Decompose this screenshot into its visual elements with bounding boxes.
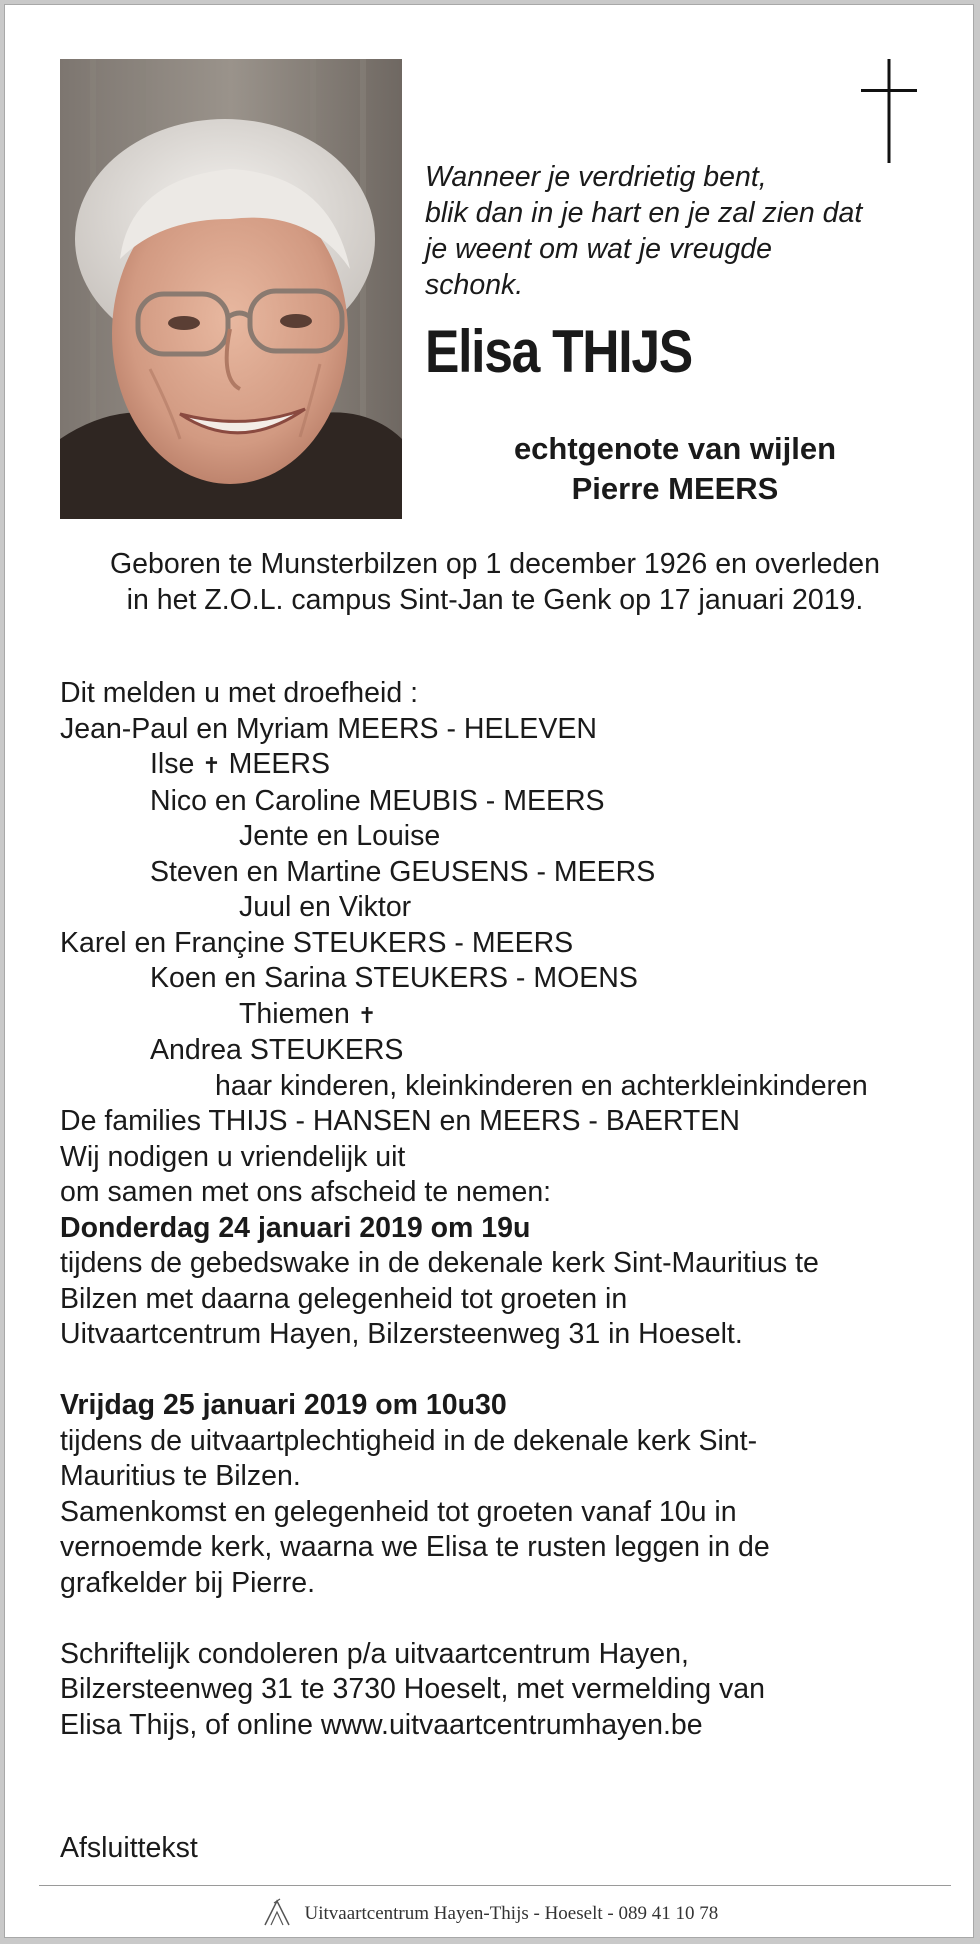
born-line: Geboren te Munsterbilzen op 1 december 1926 en overleden — [109, 548, 880, 580]
family-line: Nico en Caroline MEUBIS - MEERS — [150, 784, 605, 817]
portrait-photo — [60, 59, 402, 519]
family-line: Juul en Viktor — [239, 891, 412, 923]
family-text: Ilse — [150, 748, 203, 780]
footer — [5, 1897, 975, 1927]
invite-line: om samen met ons afscheid te nemen: — [60, 1176, 552, 1208]
spouse-info — [425, 429, 925, 509]
spacer — [60, 1353, 960, 1389]
family-line — [60, 997, 960, 1034]
family-line: Koen en Sarina STEUKERS - MOENS — [150, 962, 638, 994]
footer-divider — [39, 1885, 951, 1886]
family-text: MEERS — [220, 748, 330, 780]
deceased-cross-icon: ✝ — [202, 753, 221, 778]
family-line: De families THIJS - HANSEN en MEERS - BAERTEN — [60, 1105, 740, 1137]
poem-line: schonk. — [425, 269, 524, 301]
latin-cross-icon — [861, 59, 917, 163]
funeral-line: tijdens de uitvaartplechtigheid in de dekenale kerk Sint- — [60, 1424, 758, 1457]
deceased-name: Elisa THIJS — [425, 318, 692, 385]
poem — [425, 159, 945, 303]
family-line: Jean-Paul en Myriam MEERS - HELEVEN — [60, 712, 597, 745]
deceased-cross-icon: ✝ — [357, 1002, 377, 1028]
obituary-card — [4, 4, 974, 1938]
funeral-home-logo-icon — [262, 1897, 292, 1927]
closing-text: Afsluittekst — [60, 1832, 198, 1864]
condolence-line: Elisa Thijs, of online www.uitvaartcentrumhayen.be — [60, 1708, 703, 1741]
funeral-line: grafkelder bij Pierre. — [60, 1566, 316, 1599]
wake-line: Uitvaartcentrum Hayen, Bilzersteenweg 31 in Hoeselt. — [60, 1318, 743, 1350]
family-line: haar kinderen, kleinkinderen en achterkleinkinderen — [215, 1069, 868, 1102]
wake-line: Bilzen met daarna gelegenheid tot groeten in — [60, 1282, 628, 1315]
funeral-line: vernoemde kerk, waarna we Elisa te rusten leggen in de — [60, 1531, 770, 1563]
wake-line: tijdens de gebedswake in de dekenale kerk Sint-Mauritius te — [60, 1247, 819, 1279]
funeral-date: Vrijdag 25 januari 2019 om 10u30 — [60, 1389, 507, 1421]
poem-line: je weent om wat je vreugde — [425, 233, 772, 265]
spouse-line: echtgenote van wijlen — [513, 431, 837, 466]
family-line: Karel en Françine STEUKERS - MEERS — [60, 926, 574, 959]
spacer — [60, 1743, 960, 1831]
family-line: Jente en Louise — [239, 820, 441, 852]
condolence-line: Bilzersteenweg 31 te 3730 Hoeselt, met vermelding van — [60, 1673, 765, 1705]
funeral-line: Mauritius te Bilzen. — [60, 1460, 301, 1492]
family-text: Thiemen — [239, 997, 358, 1030]
portrait-image — [60, 59, 402, 519]
family-line: Steven en Martine GEUSENS - MEERS — [150, 855, 656, 888]
poem-line: Wanneer je verdrietig bent, — [425, 161, 767, 193]
birth-death-info — [45, 546, 945, 618]
wake-date: Donderdag 24 januari 2019 om 19u — [60, 1211, 531, 1244]
funeral-line: Samenkomst en gelegenheid tot groeten vanaf 10u in — [60, 1495, 737, 1528]
family-intro: Dit melden u met droefheid : — [60, 677, 419, 709]
born-line: in het Z.O.L. campus Sint-Jan te Genk op 17 januari 2019. — [126, 584, 864, 616]
family-line: Andrea STEUKERS — [150, 1034, 404, 1066]
spouse-name: Pierre MEERS — [571, 471, 779, 506]
footer-text: Uitvaartcentrum Hayen-Thijs - Hoeselt - 089 41 10 78 — [304, 1903, 719, 1924]
invite-line: Wij nodigen u vriendelijk uit — [60, 1140, 406, 1173]
spacer — [60, 1601, 960, 1637]
condolence-line: Schriftelijk condoleren p/a uitvaartcentrum Hayen, — [60, 1637, 689, 1670]
announcement-body — [60, 676, 960, 1867]
poem-line: blik dan in je hart en je zal zien dat — [425, 197, 863, 229]
family-line — [60, 747, 960, 784]
